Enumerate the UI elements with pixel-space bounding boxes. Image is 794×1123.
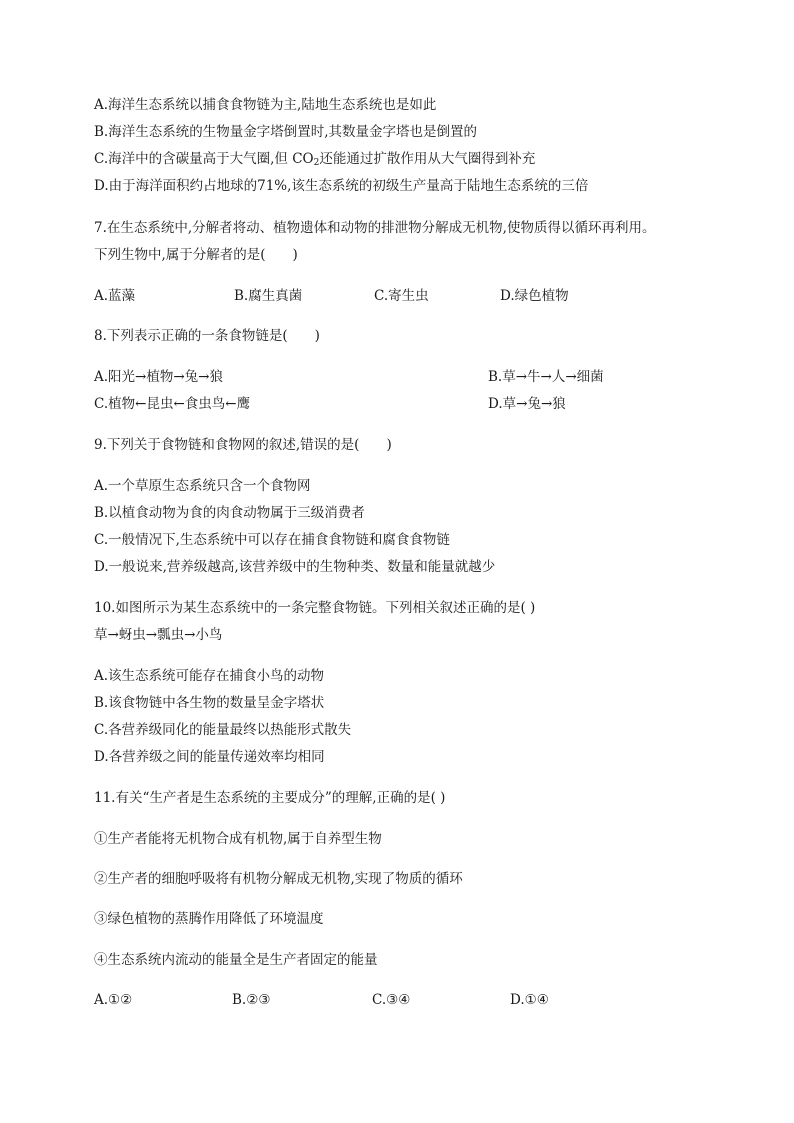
q11-item-3: ③绿色植物的蒸腾作用降低了环境温度 [94, 911, 324, 927]
q7-option-a: A.蓝藻 [94, 288, 136, 304]
q6-option-c-post: 还能通过扩散作用从大气圈得到补充 [319, 151, 536, 167]
q10-stem: 10.如图所示为某生态系统中的一条完整食物链。下列相关叙述正确的是( ) [94, 600, 536, 616]
q11-option-c: C.③④ [372, 992, 411, 1008]
q7-option-b: B.腐生真菌 [234, 288, 303, 304]
q11-stem: 11.有关“生产者是生态系统的主要成分”的理解,正确的是( ) [94, 790, 446, 806]
q8-stem: 8.下列表示正确的一条食物链是( ) [94, 328, 320, 344]
q8-option-a: A.阳光→植物→兔→狼 [94, 369, 223, 385]
q9-option-d: D.一般说来,营养级越高,该营养级中的生物种类、数量和能量就越少 [94, 559, 496, 575]
q6-option-b: B.海洋生态系统的生物量金字塔倒置时,其数量金字塔也是倒置的 [94, 124, 478, 140]
q11-item-1: ①生产者能将无机物合成有机物,属于自养型生物 [94, 831, 382, 847]
q10-option-d: D.各营养级之间的能量传递效率均相同 [94, 749, 325, 765]
q9-option-a: A.一个草原生态系统只含一个食物网 [94, 478, 311, 494]
q10-option-b: B.该食物链中各生物的数量呈金字塔状 [94, 695, 325, 711]
q6-option-c-pre: C.海洋中的含碳量高于大气圈,但 CO [94, 151, 314, 167]
q6-option-d: D.由于海洋面积约占地球的71%,该生态系统的初级生产量高于陆地生态系统的三倍 [94, 178, 589, 194]
q11-option-d: D.①④ [510, 992, 549, 1008]
q6-option-c [94, 150, 535, 168]
q11-option-a: A.①② [94, 992, 133, 1008]
q7-option-c: C.寄生虫 [374, 288, 429, 304]
q7-stem-line1: 7.在生态系统中,分解者将动、植物遗体和动物的排泄物分解成无机物,使物质得以循环再利用。 [94, 220, 656, 236]
q11-item-4: ④生态系统内流动的能量全是生产者固定的能量 [94, 952, 378, 968]
q9-stem: 9.下列关于食物链和食物网的叙述,错误的是( ) [94, 437, 392, 453]
q6-option-a: A.海洋生态系统以捕食食物链为主,陆地生态系统也是如此 [94, 97, 437, 113]
q8-option-b: B.草→牛→人→细菌 [488, 369, 604, 385]
q9-option-b: B.以植食动物为食的肉食动物属于三级消费者 [94, 505, 365, 521]
q8-option-c: C.植物←昆虫←食虫鸟←鹰 [94, 396, 251, 412]
q11-option-b: B.②③ [232, 992, 271, 1008]
q10-option-a: A.该生态系统可能存在捕食小鸟的动物 [94, 668, 325, 684]
q7-stem-line2: 下列生物中,属于分解者的是( ) [94, 247, 298, 263]
q10-food-chain: 草→蚜虫→瓢虫→小鸟 [94, 627, 223, 643]
q8-option-d: D.草→兔→狼 [488, 396, 566, 412]
q10-option-c: C.各营养级同化的能量最终以热能形式散失 [94, 722, 352, 738]
q11-item-2: ②生产者的细胞呼吸将有机物分解成无机物,实现了物质的循环 [94, 871, 463, 887]
q9-option-c: C.一般情况下,生态系统中可以存在捕食食物链和腐食食物链 [94, 532, 450, 548]
q6-option-c-sub: 2 [313, 158, 320, 168]
q7-option-d: D.绿色植物 [500, 288, 569, 304]
